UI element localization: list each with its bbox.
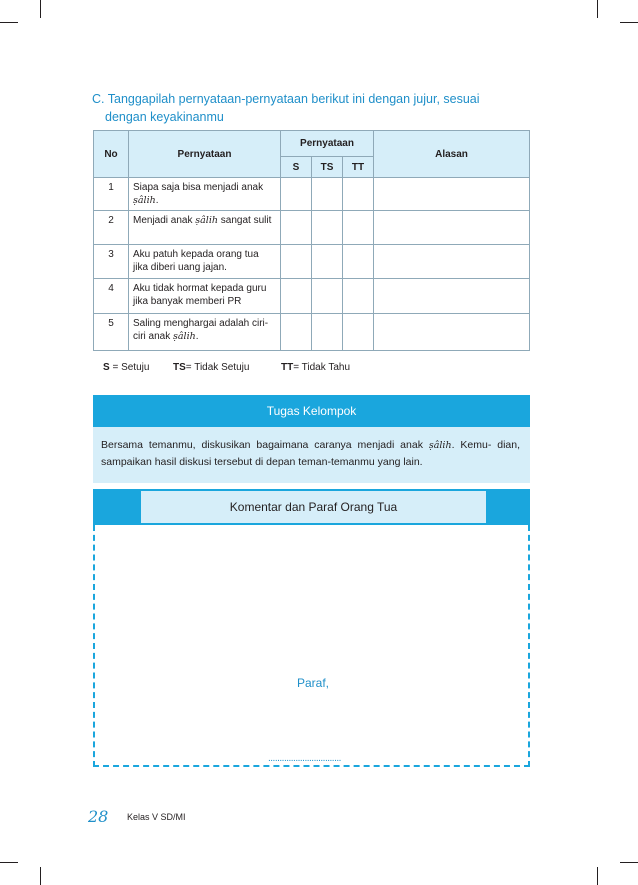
legend-ts-key: TS bbox=[173, 362, 186, 373]
crop-mark bbox=[40, 867, 41, 885]
reason-cell[interactable] bbox=[374, 314, 530, 351]
header-tt: TT bbox=[343, 157, 374, 178]
row-number: 4 bbox=[94, 279, 129, 314]
answer-cell-s[interactable] bbox=[281, 211, 312, 245]
row-number: 3 bbox=[94, 245, 129, 279]
header-statement: Pernyataan bbox=[129, 131, 281, 178]
group-task-title: Tugas Kelompok bbox=[93, 395, 530, 427]
crop-mark bbox=[597, 0, 598, 18]
answer-cell-s[interactable] bbox=[281, 314, 312, 351]
reason-cell[interactable] bbox=[374, 211, 530, 245]
legend-s-value: = Setuju bbox=[109, 362, 150, 373]
answer-cell-s[interactable] bbox=[281, 245, 312, 279]
crop-mark bbox=[620, 862, 638, 863]
answer-cell-tt[interactable] bbox=[343, 178, 374, 211]
section-title-line1: C. Tanggapilah pernyataan-pernyataan berikut ini dengan jujur, sesuai bbox=[92, 92, 480, 106]
table-row bbox=[94, 211, 530, 245]
row-number: 5 bbox=[94, 314, 129, 351]
reason-cell[interactable] bbox=[374, 178, 530, 211]
signature-label: Paraf, bbox=[297, 676, 330, 690]
reason-cell[interactable] bbox=[374, 279, 530, 314]
answer-cell-tt[interactable] bbox=[343, 245, 374, 279]
crop-mark bbox=[0, 22, 18, 23]
legend-tt-key: TT bbox=[281, 362, 294, 373]
footer-text: Kelas V SD/MI bbox=[127, 812, 186, 822]
row-statement: Saling menghargai adalah ciri-ciri anak ṣâlih. bbox=[129, 314, 281, 351]
table-row bbox=[94, 279, 530, 314]
section-title bbox=[92, 90, 534, 126]
answer-cell-s[interactable] bbox=[281, 279, 312, 314]
answer-cell-s[interactable] bbox=[281, 178, 312, 211]
term-salih: ṣâlih bbox=[133, 195, 156, 206]
reason-cell[interactable] bbox=[374, 245, 530, 279]
table-row bbox=[94, 178, 530, 211]
header-s: S bbox=[281, 157, 312, 178]
legend-tt-value: = Tidak Tahu bbox=[293, 362, 351, 373]
answer-cell-ts[interactable] bbox=[312, 279, 343, 314]
crop-mark bbox=[620, 22, 638, 23]
answer-cell-tt[interactable] bbox=[343, 211, 374, 245]
row-statement: Aku tidak hormat kepada guru jika banyak memberi PR bbox=[129, 279, 281, 314]
legend bbox=[103, 362, 350, 373]
crop-mark bbox=[597, 867, 598, 885]
parent-comment-area[interactable] bbox=[93, 525, 530, 767]
row-number: 2 bbox=[94, 211, 129, 245]
term-salih: ṣâlih bbox=[173, 331, 196, 342]
page-number: 28 bbox=[88, 807, 109, 826]
answer-cell-ts[interactable] bbox=[312, 314, 343, 351]
answer-cell-tt[interactable] bbox=[343, 314, 374, 351]
table-row bbox=[94, 314, 530, 351]
survey-table bbox=[93, 130, 530, 351]
legend-s-key: S bbox=[103, 362, 110, 373]
comment-title: Komentar dan Paraf Orang Tua bbox=[141, 491, 486, 523]
table-row bbox=[94, 245, 530, 279]
crop-mark bbox=[0, 862, 18, 863]
row-statement: Aku patuh kepada orang tua jika diberi uang jajan. bbox=[129, 245, 281, 279]
crop-mark bbox=[40, 0, 41, 18]
header-statement-group: Pernyataan bbox=[281, 131, 374, 157]
answer-cell-ts[interactable] bbox=[312, 245, 343, 279]
answer-cell-ts[interactable] bbox=[312, 178, 343, 211]
legend-ts-value: = Tidak Setuju bbox=[185, 362, 250, 373]
answer-cell-tt[interactable] bbox=[343, 279, 374, 314]
signature-line[interactable]: ................................ bbox=[268, 753, 341, 764]
term-salih: ṣâlih bbox=[428, 440, 452, 451]
group-task-body: Bersama temanmu, diskusikan bagaimana caranya menjadi anak ṣâlih. Kemu- dian, sampaikan hasil diskusi tersebut di depan teman-temanmu yang lain. bbox=[93, 427, 530, 483]
row-statement: Menjadi anak ṣâlih sangat sulit bbox=[129, 211, 281, 245]
term-salih: ṣâlih bbox=[195, 215, 218, 226]
answer-cell-ts[interactable] bbox=[312, 211, 343, 245]
header-reason: Alasan bbox=[374, 131, 530, 178]
section-title-line2: dengan keyakinanmu bbox=[105, 110, 224, 124]
row-statement: Siapa saja bisa menjadi anak ṣâlih. bbox=[129, 178, 281, 211]
header-ts: TS bbox=[312, 157, 343, 178]
header-no: No bbox=[94, 131, 129, 178]
row-number: 1 bbox=[94, 178, 129, 211]
